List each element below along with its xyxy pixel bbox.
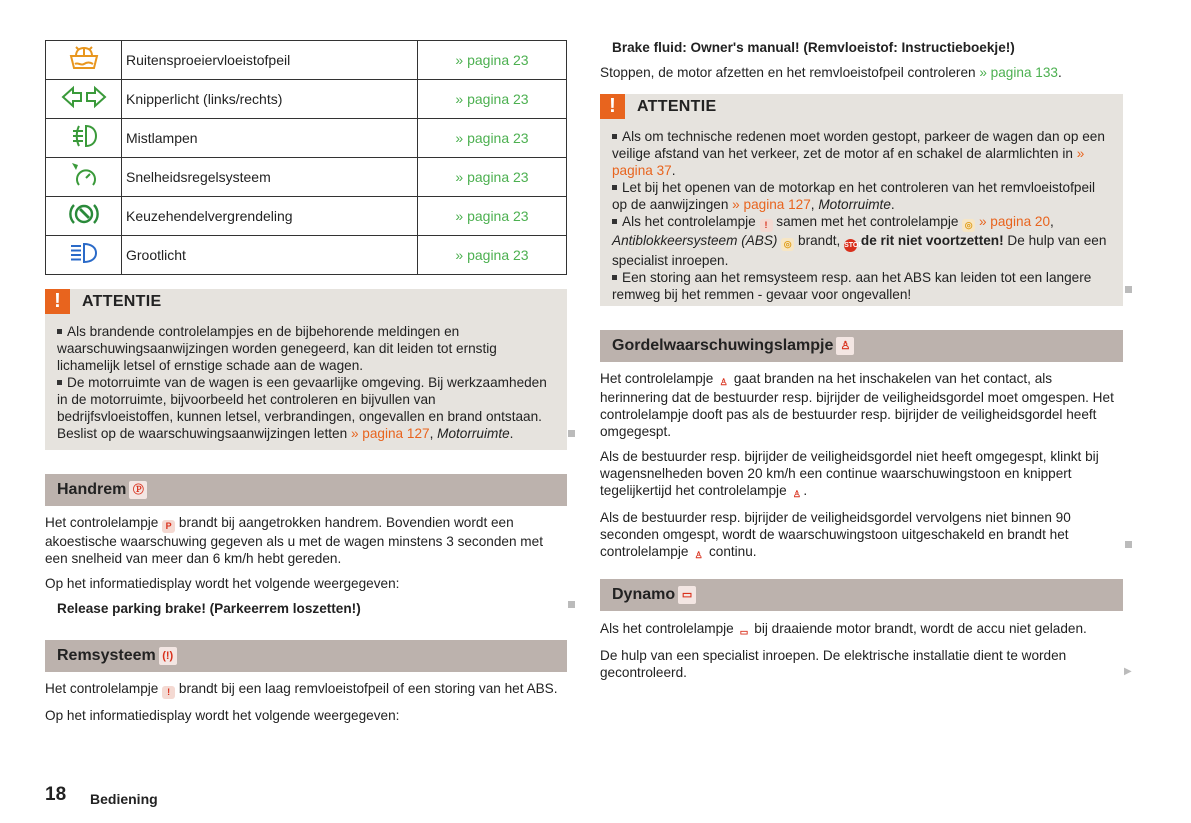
page-link[interactable]: » pagina 23 [418, 158, 567, 197]
text: bij draaiende motor brandt, wordt de accu niet geladen. [750, 621, 1087, 636]
high-beam-icon [46, 236, 122, 275]
seatbelt-icon: ♙ [836, 337, 854, 355]
battery-icon: ▭ [678, 586, 696, 604]
symbol-label: Ruitensproeiervloeistofpeil [122, 41, 418, 80]
page-link[interactable]: » pagina 23 [418, 119, 567, 158]
handrem-body [45, 514, 567, 625]
reference-title: Antiblokkeersysteem (ABS) [612, 233, 778, 248]
warning-text: Als het controlelampje [622, 214, 760, 229]
bullet-icon [612, 185, 617, 190]
separator: , [429, 426, 438, 441]
period: . [890, 197, 895, 212]
continue-arrow-icon: ▶ [1124, 666, 1132, 677]
text: brandt bij aangetrokken handrem. Bovendien wordt een akoestische waarschuwing gegeven als u met de wagen minstens 3 seconden met een snelheid van meer dan 6 km/h hebt gereden. [45, 515, 543, 566]
text: De hulp van een specialist inroepen. De elektrische installatie dient te worden gecontroleerd. [600, 648, 1067, 680]
bullet-icon [612, 134, 617, 139]
warning-text: brandt, [794, 233, 845, 248]
text: brandt bij een laag remvloeistofpeil of een storing van het ABS. [175, 681, 558, 696]
table-row [46, 158, 567, 197]
stop-icon: STOP [844, 239, 857, 252]
table-row [46, 197, 567, 236]
section-end-marker [568, 601, 575, 608]
dynamo-body [600, 620, 1123, 689]
text: Stoppen, de motor afzetten en het remvloeistofpeil controleren [600, 65, 980, 80]
bullet-icon [57, 329, 62, 334]
text: Als het controlelampje [600, 621, 738, 636]
seatbelt-icon: ♙ [719, 377, 728, 387]
reference-title: Motorruimte [818, 197, 891, 212]
table-row [46, 119, 567, 158]
warning-title: ATTENTIE [637, 98, 717, 115]
page-link[interactable]: » pagina 23 [418, 41, 567, 80]
warning-text: Als om technische redenen moet worden gestopt, parkeer de wagen dan op een veilige afstand van het verkeer, zet de motor af en schakel de alarmlichten in [612, 129, 1105, 161]
display-message: Release parking brake! (Parkeerrem loszetten!) [57, 601, 361, 616]
text: Op het informatiedisplay wordt het volgende weergegeven: [45, 576, 400, 591]
chapter-name: Bediening [90, 791, 158, 807]
section-header-gordel [600, 330, 1123, 362]
table-row [46, 41, 567, 80]
section-title: Gordelwaarschuwingslampje [612, 337, 834, 354]
separator: , [1050, 214, 1054, 229]
display-message: Brake fluid: Owner's manual! (Remvloeistof: Instructieboekje!) [612, 40, 1015, 55]
warning-title: ATTENTIE [82, 293, 162, 310]
remsysteem-body-cont [600, 39, 1123, 89]
text: Op het informatiedisplay wordt het volgende weergegeven: [45, 708, 400, 723]
text: Als de bestuurder resp. bijrijder de veiligheidsgordel niet heeft omgegespt, klinkt bij wagensnelheden boven 20 km/h een continue waarschuwingstoon en knippert tegelijkertijd het controlelampje [600, 449, 1099, 498]
page-link[interactable]: » pagina 20 [978, 214, 1051, 229]
abs-icon: ◎ [781, 238, 794, 251]
warning-body [600, 120, 1123, 309]
turn-signal-icon [46, 80, 122, 119]
period: . [509, 426, 514, 441]
page-link[interactable]: » pagina 23 [418, 80, 567, 119]
section-title: Dynamo [612, 586, 676, 603]
text: Als de bestuurder resp. bijrijder de veiligheidsgordel vervolgens niet binnen 90 seconden omgespt, wordt de waarschuwingstoon uitgeschakeld en brandt het controlelampje [600, 510, 1071, 559]
page-link[interactable]: » pagina 23 [418, 197, 567, 236]
period: . [671, 163, 676, 178]
warning-icon: ! [45, 289, 70, 314]
page-link[interactable]: » pagina 23 [418, 236, 567, 275]
warning-text: samen met het controlelampje [772, 214, 963, 229]
fog-light-icon [46, 119, 122, 158]
seatbelt-icon: ♙ [792, 489, 801, 499]
abs-icon: ◎ [962, 219, 975, 232]
seatbelt-icon: ♙ [694, 550, 703, 560]
parking-brake-icon: Ⓟ [129, 481, 147, 499]
page-link[interactable]: » pagina 127 [350, 426, 430, 441]
section-end-marker [568, 430, 575, 437]
brake-system-icon: (!) [159, 647, 177, 665]
warning-text: Als brandende controlelampjes en de bijbehorende meldingen en waarschuwingsaanwijzingen worden genegeerd, kan dit leiden tot ernstig lichamelijk letsel of ernstige schade aan de wagen. [57, 324, 497, 373]
text: . [803, 483, 808, 498]
section-title: Remsysteem [57, 647, 156, 664]
text: gaat branden na het inschakelen van het contact, als herinnering dat de bestuurder resp. bijrijder de veiligheidsgordel moet omgespen. Het controlelampje dooft pas als de bestuurder resp. bijrijder de veiligheidsgordel heeft omgegespt. [600, 371, 1114, 439]
text: Het controlelampje [45, 681, 163, 696]
text: Het controlelampje [600, 371, 718, 386]
text: Het controlelampje [45, 515, 163, 530]
page-number: 18 [45, 784, 67, 805]
reference-title: Motorruimte [437, 426, 510, 441]
warning-box [600, 94, 1123, 306]
symbol-label: Snelheidsregelsysteem [122, 158, 418, 197]
warning-emphasis: de rit niet voortzetten! [860, 233, 1004, 248]
symbol-label: Grootlicht [122, 236, 418, 275]
page-link[interactable]: » pagina 133 [979, 65, 1058, 80]
warning-icon: ! [600, 94, 625, 119]
cruise-control-icon [46, 158, 122, 197]
bullet-icon [612, 275, 617, 280]
symbol-label: Knipperlicht (links/rechts) [122, 80, 418, 119]
symbol-label: Mistlampen [122, 119, 418, 158]
section-end-marker [1125, 286, 1132, 293]
table-row [46, 80, 567, 119]
section-title: Handrem [57, 481, 127, 498]
warning-text: Een storing aan het remsysteem resp. aan het ABS kan leiden tot een langere remweg bij het remmen - gevaar voor ongevallen! [612, 270, 1092, 302]
section-end-marker [1125, 541, 1132, 548]
remsysteem-body [45, 680, 567, 732]
gordel-body [600, 370, 1123, 570]
period: . [1057, 65, 1062, 80]
parking-brake-icon: P [162, 520, 175, 533]
brake-system-icon: ! [162, 686, 175, 699]
selector-lever-lock-icon [46, 197, 122, 236]
section-header-dynamo [600, 579, 1123, 611]
symbol-table [45, 40, 567, 275]
page-link[interactable]: » pagina 127 [732, 197, 811, 212]
bullet-icon [57, 380, 62, 385]
warning-text: De motorruimte van de wagen is een gevaarlijke omgeving. Bij werkzaamheden in de motorruimte, bijvoorbeeld het controleren en bijvullen van bedrijfsvloeistoffen, kunnen letsel, verbrandingen, ongevallen en brand ontstaan. Beslist op de waarschuwingsaanwijzingen letten [57, 375, 547, 441]
section-header-handrem [45, 474, 567, 506]
page-link[interactable]: » pagina 37 [612, 146, 1085, 178]
warning-body [45, 315, 567, 448]
table-row [46, 236, 567, 275]
warning-text: De hulp van een specialist inroepen. [612, 233, 1107, 268]
windscreen-washer-icon [46, 41, 122, 80]
brake-system-icon: ! [760, 219, 773, 232]
warning-box [45, 289, 567, 450]
section-header-remsysteem [45, 640, 567, 672]
separator: , [810, 197, 819, 212]
warning-text: Let bij het openen van de motorkap en het controleren van het remvloeistofpeil op de aanwijzingen [612, 180, 1096, 212]
bullet-icon [612, 219, 617, 224]
text: continu. [705, 544, 757, 559]
battery-icon: ▭ [739, 627, 749, 637]
symbol-label: Keuzehendelvergrendeling [122, 197, 418, 236]
